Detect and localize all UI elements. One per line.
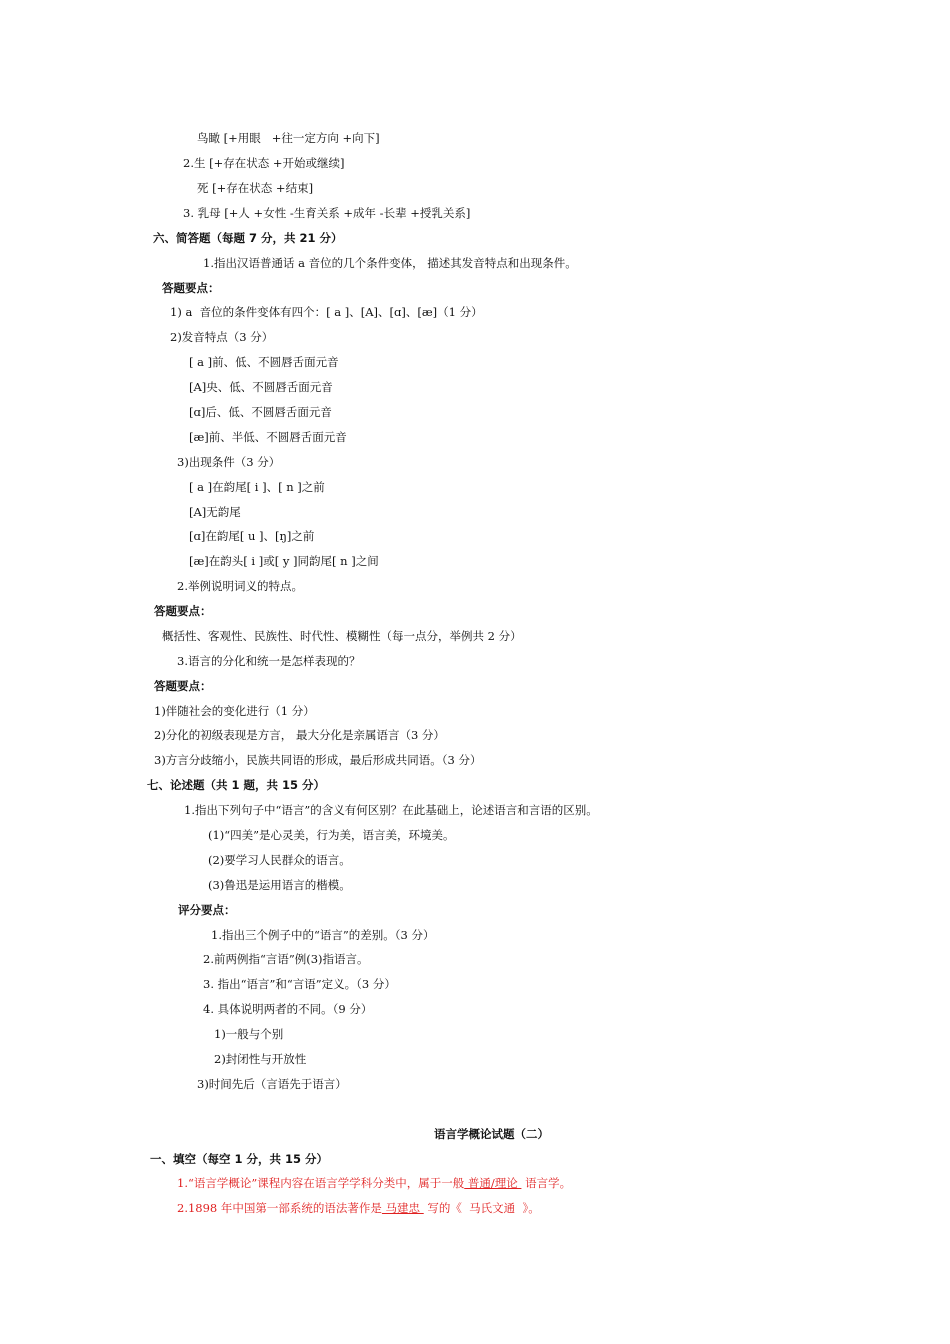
text-line: (2)要学习人民群众的语言。 [208, 853, 351, 867]
text-line: (3)鲁迅是运用语言的楷模。 [208, 878, 351, 892]
question: 1.指出下列句子中“语言”的含义有何区别？在此基础上，论述语言和言语的区别。 [184, 803, 598, 817]
text-line: 3. 指出“语言”和“言语”定义。（3 分） [203, 977, 396, 991]
text-line: 3. 乳母 [+人 +女性 -生育关系 +成年 -长辈 +授乳关系] [183, 206, 471, 220]
text-line: 1)一般与个别 [214, 1027, 284, 1041]
answer-blank: 马氏文通 [461, 1201, 523, 1215]
answer-key-heading: 答题要点： [154, 679, 212, 693]
text-line: [ a ]前、低、不圆唇舌面元音 [189, 355, 339, 369]
fill-question-2 [177, 1200, 540, 1216]
text-line: 1.指出三个例子中的“语言”的差别。（3 分） [211, 928, 435, 942]
text-line: 2)发音特点（3 分） [170, 330, 274, 344]
text-line: (1)“四美”是心灵美，行为美，语言美，环境美。 [208, 828, 455, 842]
question-text: 写的《 [423, 1201, 462, 1215]
text-line: [æ]前、半低、不圆唇舌面元音 [189, 430, 347, 444]
question: 3.语言的分化和统一是怎样表现的？ [177, 654, 361, 668]
exam-title: 语言学概论试题（二） [434, 1127, 549, 1141]
text-line: 2)封闭性与开放性 [214, 1052, 307, 1066]
section-heading: 一、填空（每空 1 分，共 15 分） [150, 1152, 329, 1166]
answer-key-heading: 答题要点： [154, 604, 212, 618]
question: 2.举例说明词义的特点。 [177, 579, 303, 593]
text-line: 2.前两例指“言语”例(3)指语言。 [203, 952, 369, 966]
question-text: 语言学。 [521, 1176, 572, 1190]
section-heading: 七、论述题（共 1 题，共 15 分） [147, 778, 326, 792]
section-heading: 六、简答题（每题 7 分，共 21 分） [153, 231, 343, 245]
text-line: [A]无韵尾 [189, 505, 241, 519]
text-line: 3)出现条件（3 分） [177, 455, 281, 469]
text-line: 3)方言分歧缩小，民族共同语的形成，最后形成共同语。（3 分） [154, 753, 482, 767]
text-line: 3)时间先后（言语先于语言） [197, 1077, 347, 1091]
text-line: 2)分化的初级表现是方言， 最大分化是亲属语言（3 分） [154, 728, 445, 742]
answer-key-heading: 答题要点： [162, 281, 220, 295]
question-text: 2.1898 年中国第一部系统的语法著作是 [177, 1201, 382, 1215]
text-line: 概括性、客观性、民族性、时代性、模糊性（每一点分，举例共 2 分） [162, 629, 522, 643]
answer-blank: 马建忠 [381, 1201, 424, 1215]
text-line: 1) a 音位的条件变体有四个：[ a ]、[A]、[ɑ]、[æ]（1 分） [170, 305, 483, 319]
text-line: 4. 具体说明两者的不同。（9 分） [203, 1002, 373, 1016]
text-line: [ɑ]后、低、不圆唇舌面元音 [189, 405, 332, 419]
scoring-heading: 评分要点： [178, 903, 236, 917]
question-text: 》。 [522, 1201, 540, 1215]
text-line: 鸟瞰 [+用眼 +往一定方向 +向下] [197, 131, 380, 145]
text-line: [æ]在韵头[ i ]或[ y ]同韵尾[ n ]之间 [189, 554, 379, 568]
text-line: 死 [+存在状态 +结束] [197, 181, 314, 195]
question-text: 1.“语言学概论”课程内容在语言学学科分类中，属于一般 [177, 1176, 465, 1190]
text-line: [A]央、低、不圆唇舌面元音 [189, 380, 333, 394]
fill-question-1 [177, 1175, 571, 1191]
text-line: 1)伴随社会的变化进行（1 分） [154, 704, 315, 718]
question: 1.指出汉语普通话 a 音位的几个条件变体， 描述其发音特点和出现条件。 [203, 256, 577, 270]
text-line: [ɑ]在韵尾[ u ]、[ŋ]之前 [189, 529, 315, 543]
text-line: 2.生 [+存在状态 +开始或继续] [183, 156, 345, 170]
answer-blank: 普通/理论 [464, 1176, 522, 1190]
text-line: [ a ]在韵尾[ i ]、[ n ]之前 [189, 480, 325, 494]
